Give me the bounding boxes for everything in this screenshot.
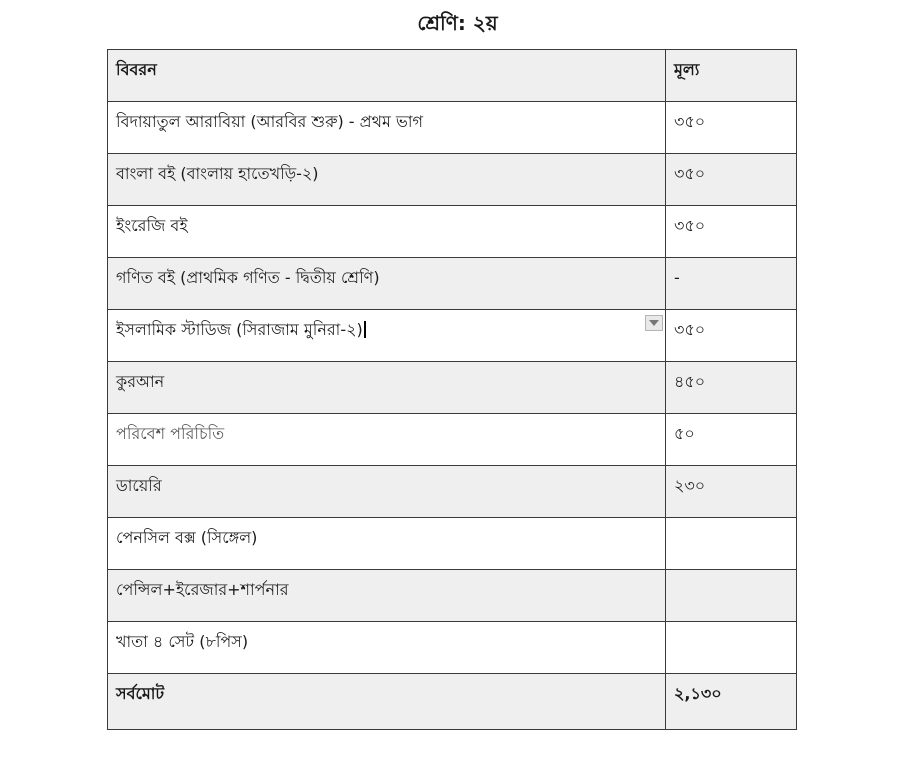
text-cursor: [364, 321, 366, 338]
row-description[interactable]: পরিবেশ পরিচিতি: [108, 414, 666, 466]
dropdown-button[interactable]: [645, 315, 663, 331]
table-row: [108, 102, 797, 154]
row-description[interactable]: পেনসিল বক্স (সিঙ্গেল): [108, 518, 666, 570]
row-price[interactable]: -: [666, 258, 797, 310]
active-description-cell[interactable]: [108, 310, 666, 362]
row-price[interactable]: [666, 570, 797, 622]
row-price[interactable]: ৩৫০: [666, 102, 797, 154]
row-description[interactable]: গণিত বই (প্রাথমিক গণিত - দ্বিতীয় শ্রেণি): [108, 258, 666, 310]
row-description[interactable]: কুরআন: [108, 362, 666, 414]
row-price[interactable]: ৩৫০: [666, 310, 797, 362]
page-title: শ্রেণি: ২য়: [417, 11, 498, 35]
row-price[interactable]: ৫০: [666, 414, 797, 466]
row-description[interactable]: ইসলামিক স্টাডিজ (সিরাজাম মুনিরা-২): [116, 320, 363, 339]
table-row: [108, 518, 797, 570]
table-row: [108, 622, 797, 674]
row-price[interactable]: ৪৫০: [666, 362, 797, 414]
row-description[interactable]: বাংলা বই (বাংলায় হাতেখড়ি-২): [108, 154, 666, 206]
header-description: বিবরন: [108, 50, 666, 102]
table-row-active: [108, 310, 797, 362]
book-list-table: [107, 49, 797, 730]
total-label: সর্বমোট: [108, 674, 666, 730]
row-price[interactable]: [666, 622, 797, 674]
row-price[interactable]: ৩৫০: [666, 154, 797, 206]
chevron-down-icon: [646, 316, 662, 330]
table-row: [108, 258, 797, 310]
table-row: [108, 154, 797, 206]
table-row: [108, 362, 797, 414]
header-price: মূল্য: [666, 50, 797, 102]
total-row: [108, 674, 797, 730]
row-price[interactable]: [666, 518, 797, 570]
row-description[interactable]: ইংরেজি বই: [108, 206, 666, 258]
table-row: [108, 466, 797, 518]
row-description[interactable]: বিদায়াতুল আরাবিয়া (আরবির শুরু) - প্রথম ভাগ: [108, 102, 666, 154]
row-description[interactable]: ডায়েরি: [108, 466, 666, 518]
table-header-row: [108, 50, 797, 102]
row-description[interactable]: পেন্সিল+ইরেজার+শার্পনার: [108, 570, 666, 622]
total-value: ২,১৩০: [666, 674, 797, 730]
table-row: [108, 414, 797, 466]
row-price[interactable]: ৩৫০: [666, 206, 797, 258]
row-description[interactable]: খাতা ৪ সেট (৮পিস): [108, 622, 666, 674]
table-row: [108, 206, 797, 258]
table-row: [108, 570, 797, 622]
row-price[interactable]: ২৩০: [666, 466, 797, 518]
